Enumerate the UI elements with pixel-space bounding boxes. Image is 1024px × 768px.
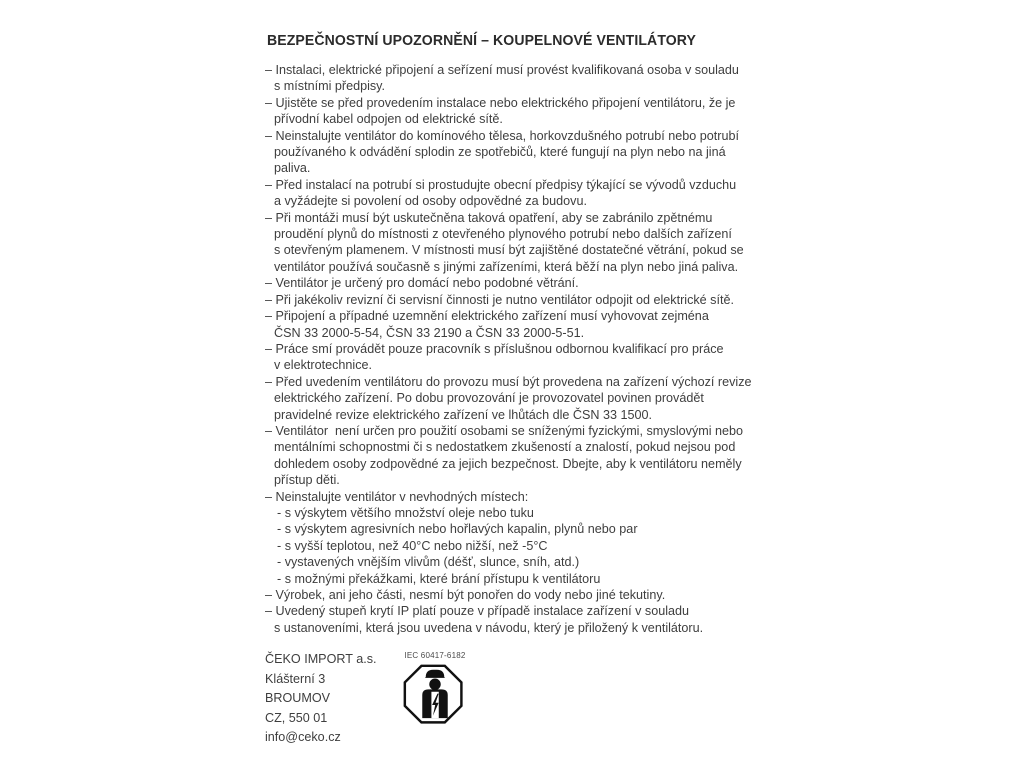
warning-line: – Při jakékoliv revizní či servisní činnosti je nutno ventilátor odpojit od elektrické sítě. xyxy=(265,292,734,307)
company-address xyxy=(265,650,377,748)
warning-line: – Výrobek, ani jeho části, nesmí být ponořen do vody nebo jiné tekutiny. xyxy=(265,588,666,602)
warning-line: – Před uvedením ventilátoru do provozu musí být provedena na zařízení výchozí revize xyxy=(265,374,752,389)
warning-line: – Při montáži musí být uskutečněna taková opatření, aby se zabránilo zpětnému xyxy=(265,210,713,225)
warning-line: – Před instalací na potrubí si prostudujte obecní předpisy týkající se vývodů vzduchu xyxy=(265,177,737,192)
warning-line: přístup děti. xyxy=(274,473,340,488)
warning-line: – Práce smí provádět pouze pracovník s příslušnou odbornou kvalifikací pro práce xyxy=(265,341,724,356)
warning-line: - s výskytem většího množství oleje nebo tuku xyxy=(277,505,534,520)
warning-line: - s vyšší teplotou, než 40°C nebo nižší, než -5°C xyxy=(277,538,548,553)
warning-line: - vystavených vnějším vlivům (déšť, slunce, sníh, atd.) xyxy=(277,555,580,570)
warning-line: – Uvedený stupeň krytí IP platí pouze v případě instalace zařízení v souladu xyxy=(265,604,690,619)
warning-line: pravidelné revize elektrického zařízení ve lhůtách dle ČSN 33 1500. xyxy=(274,407,653,422)
warning-line: – Instalaci, elektrické připojení a seřízení musí provést kvalifikovaná osoba v souladu xyxy=(265,63,739,77)
warning-line: – Ventilátor je určený pro domácí nebo podobné větrání. xyxy=(265,276,579,291)
address-city: BROUMOV xyxy=(265,691,331,705)
warning-line: – Ujistěte se před provedením instalace nebo elektrického připojení ventilátoru, že je xyxy=(265,95,736,110)
warning-list xyxy=(265,62,752,636)
warning-line: a vyžádejte si povolení od osoby odpovědné za budovu. xyxy=(274,194,587,209)
warning-line: s ustanoveními, která jsou uvedena v návodu, který je přiložený k ventilátoru. xyxy=(274,620,704,635)
warning-line: elektrického zařízení. Po dobu provozování je provozovatel povinen provádět xyxy=(274,391,704,406)
warning-line: - s výskytem agresivních nebo hořlavých kapalin, plynů nebo par xyxy=(277,522,638,537)
warning-line: ventilátor používá současně s jinými zařízeními, která běží na plyn nebo jiná paliva. xyxy=(274,259,739,274)
company-name: ČEKO IMPORT a.s. xyxy=(265,652,377,666)
warning-line: paliva. xyxy=(274,161,311,176)
warning-line: s otevřeným plamenem. V místnosti musí být zajištěné dostatečné větrání, pokud se xyxy=(274,243,744,258)
warning-line: proudění plynů do místnosti z otevřeného plynového potrubí nebo dalších zařízení xyxy=(274,227,732,242)
address-street: Klášterní 3 xyxy=(265,671,326,686)
warning-line: dohledem osoby zodpovědné za jejich bezpečnost. Dbejte, aby k ventilátoru neměly xyxy=(274,456,742,471)
warning-line: – Neinstalujte ventilátor do komínového tělesa, horkovzdušného potrubí nebo potrubí xyxy=(265,128,739,143)
warning-line: – Připojení a případné uzemnění elektrického zařízení musí vyhovovat zejména xyxy=(265,309,709,324)
warning-line: – Ventilátor není určen pro použití osobami se sníženými fyzickými, smyslovými nebo xyxy=(265,423,744,438)
warning-line: v elektrotechnice. xyxy=(274,358,373,373)
iec-symbol-block xyxy=(400,651,470,730)
address-email: info@ceko.cz xyxy=(265,730,341,744)
warning-line: ČSN 33 2000-5-54, ČSN 33 2190 a ČSN 33 2000-5-51. xyxy=(274,325,585,340)
qualified-electrician-icon xyxy=(402,662,468,730)
iec-standard-label: IEC 60417-6182 xyxy=(404,651,466,660)
address-postal: CZ, 550 01 xyxy=(265,710,328,725)
warning-line: s místními předpisy. xyxy=(274,79,386,94)
warning-line: přívodní kabel odpojen od elektrické sítě. xyxy=(274,112,503,127)
warning-line: - s možnými překážkami, které brání přístupu k ventilátoru xyxy=(277,571,601,586)
warning-line: mentálními schopnostmi či s nedostatkem zkušeností a znalostí, pokud nejsou pod xyxy=(274,440,736,455)
warning-line: – Neinstalujte ventilátor v nevhodných místech: xyxy=(265,489,529,504)
warning-line: používaného k odvádění splodin ze spotřebičů, které fungují na plyn nebo na jiná xyxy=(274,145,726,160)
page-title: BEZPEČNOSTNÍ UPOZORNĚNÍ – KOUPELNOVÉ VENTILÁTORY xyxy=(267,33,696,49)
